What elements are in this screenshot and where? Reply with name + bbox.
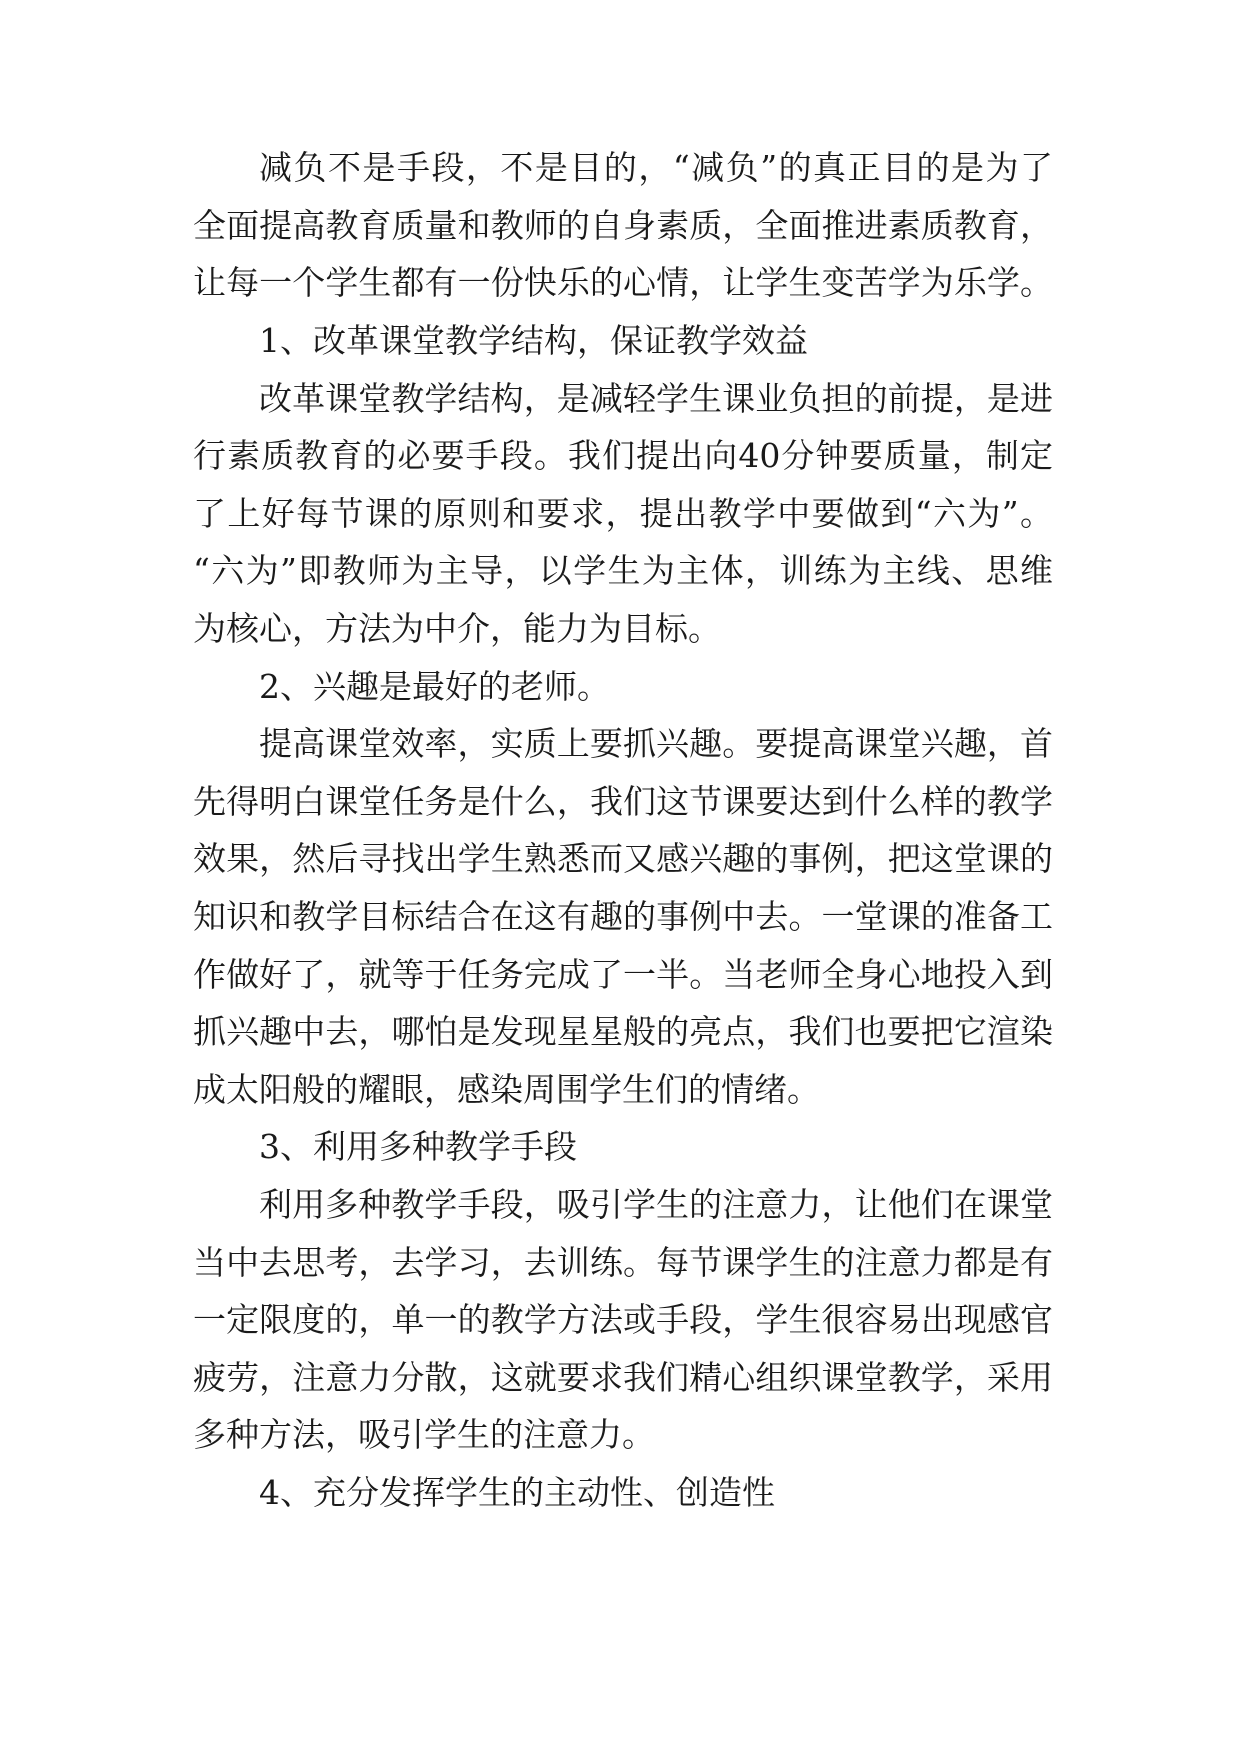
- paragraph-1-line-2: 全面提高教育质量和教师的自身素质，全面推进素质教育，: [193, 206, 1053, 245]
- paragraph-3-line-3: 效果，然后寻找出学生熟悉而又感兴趣的事例，把这堂课的: [193, 839, 1053, 878]
- paragraph-4-line-2: 当中去思考，去学习，去训练。每节课学生的注意力都是有: [193, 1243, 1053, 1282]
- paragraph-3-line-5: 作做好了，就等于任务完成了一半。当老师全身心地投入到: [193, 955, 1053, 994]
- paragraph-1-line-1: 减负不是手段，不是目的，“减负”的真正目的是为了: [259, 148, 1053, 187]
- paragraph-2-line-3: 了上好每节课的原则和要求，提出教学中要做到“六为”。: [193, 494, 1053, 533]
- paragraph-4-line-3: 一定限度的，单一的教学方法或手段，学生很容易出现感官: [193, 1300, 1053, 1339]
- paragraph-3-line-7: 成太阳般的耀眼，感染周围学生们的情绪。: [193, 1070, 820, 1109]
- paragraph-4-line-1: 利用多种教学手段，吸引学生的注意力，让他们在课堂: [259, 1185, 1053, 1224]
- heading-2: 2、兴趣是最好的老师。: [259, 667, 610, 706]
- paragraph-4-line-4: 疲劳，注意力分散，这就要求我们精心组织课堂教学，采用: [193, 1358, 1053, 1397]
- heading-3: 3、利用多种教学手段: [259, 1127, 577, 1166]
- heading-4: 4、充分发挥学生的主动性、创造性: [259, 1473, 775, 1512]
- paragraph-1-line-3: 让每一个学生都有一份快乐的心情，让学生变苦学为乐学。: [193, 263, 1053, 302]
- paragraph-3-line-6: 抓兴趣中去，哪怕是发现星星般的亮点，我们也要把它渲染: [193, 1012, 1053, 1051]
- paragraph-3-line-1: 提高课堂效率，实质上要抓兴趣。要提高课堂兴趣，首: [259, 724, 1053, 763]
- paragraph-2-line-5: 为核心，方法为中介，能力为目标。: [193, 609, 721, 648]
- paragraph-4-line-5: 多种方法，吸引学生的注意力。: [193, 1415, 655, 1454]
- paragraph-3-line-2: 先得明白课堂任务是什么，我们这节课要达到什么样的教学: [193, 782, 1053, 821]
- paragraph-2-line-1: 改革课堂教学结构，是减轻学生课业负担的前提，是进: [259, 379, 1053, 418]
- paragraph-3-line-4: 知识和教学目标结合在这有趣的事例中去。一堂课的准备工: [193, 897, 1053, 936]
- paragraph-2-line-2: 行素质教育的必要手段。我们提出向40分钟要质量，制定: [193, 436, 1053, 475]
- heading-1: 1、改革课堂教学结构，保证教学效益: [259, 321, 808, 360]
- paragraph-2-line-4: “六为”即教师为主导，以学生为主体，训练为主线、思维: [193, 551, 1053, 590]
